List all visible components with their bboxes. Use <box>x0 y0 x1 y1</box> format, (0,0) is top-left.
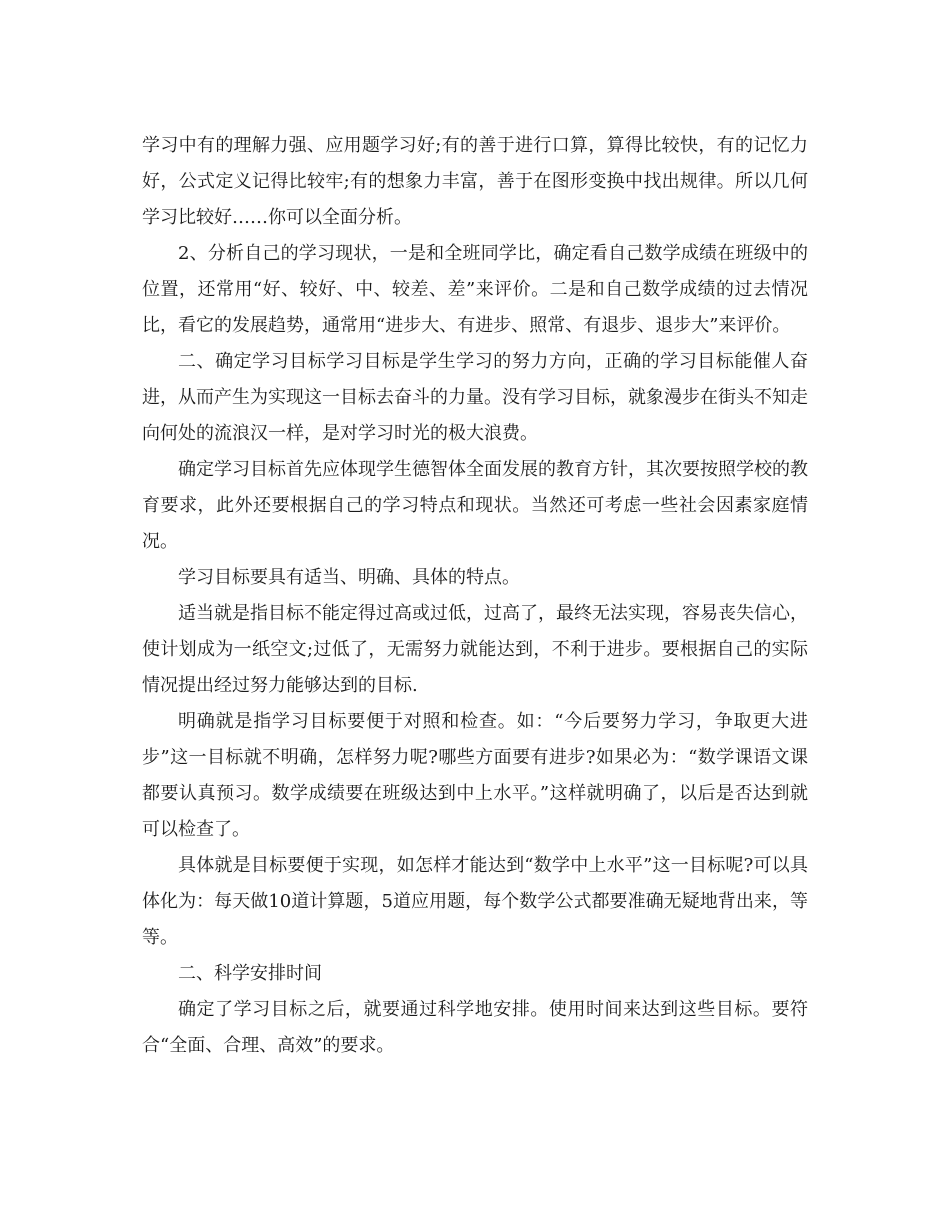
paragraph-3: 二、确定学习目标学习目标是学生学习的努力方向，正确的学习目标能催人奋进，从而产生为实现这一目标去奋斗的力量。没有学习目标，就象漫步在街头不知走向何处的流浪汉一样，是对学习时光的极大浪费。 <box>142 351 808 444</box>
section-heading: 二、科学安排时间 <box>178 963 322 984</box>
document-body <box>142 128 808 1064</box>
paragraph-7: 明确就是指学习目标要便于对照和检查。如：“今后要努力学习，争取更大进步”这一目标就不明确，怎样努力呢?哪些方面要有进步?如果必为：“数学课语文课都要认真预习。数学成绩要在班级达到中上水平。”这样就明确了，以后是否达到就可以检查了。 <box>142 711 808 840</box>
paragraph-2: 2、分析自己的学习现状，一是和全班同学比，确定看自己数学成绩在班级中的位置，还常用“好、较好、中、较差、差”来评价。二是和自己数学成绩的过去情况比，看它的发展趋势，通常用“进步大、有进步、照常、有退步、退步大”来评价。 <box>142 243 808 336</box>
paragraph-5: 学习目标要具有适当、明确、具体的特点。 <box>178 567 520 588</box>
paragraph-6: 适当就是指目标不能定得过高或过低，过高了，最终无法实现，容易丧失信心，使计划成为一纸空文;过低了，无需努力就能达到，不利于进步。要根据自己的实际情况提出经过努力能够达到的目标. <box>142 603 808 696</box>
paragraph-4: 确定学习目标首先应体现学生德智体全面发展的教育方针，其次要按照学校的教育要求，此外还要根据自己的学习特点和现状。当然还可考虑一些社会因素家庭情况。 <box>142 459 808 552</box>
paragraph-10: 确定了学习目标之后，就要通过科学地安排。使用时间来达到这些目标。要符合“全面、合理、高效”的要求。 <box>142 999 808 1056</box>
paragraph-8: 具体就是目标要便于实现，如怎样才能达到“数学中上水平”这一目标呢?可以具体化为：每天做10道计算题，5道应用题，每个数学公式都要准确无疑地背出来，等等。 <box>142 855 808 948</box>
paragraph-1: 学习中有的理解力强、应用题学习好;有的善于进行口算，算得比较快，有的记忆力好，公式定义记得比较牢;有的想象力丰富，善于在图形变换中找出规律。所以几何学习比较好……你可以全面分析。 <box>142 135 808 228</box>
